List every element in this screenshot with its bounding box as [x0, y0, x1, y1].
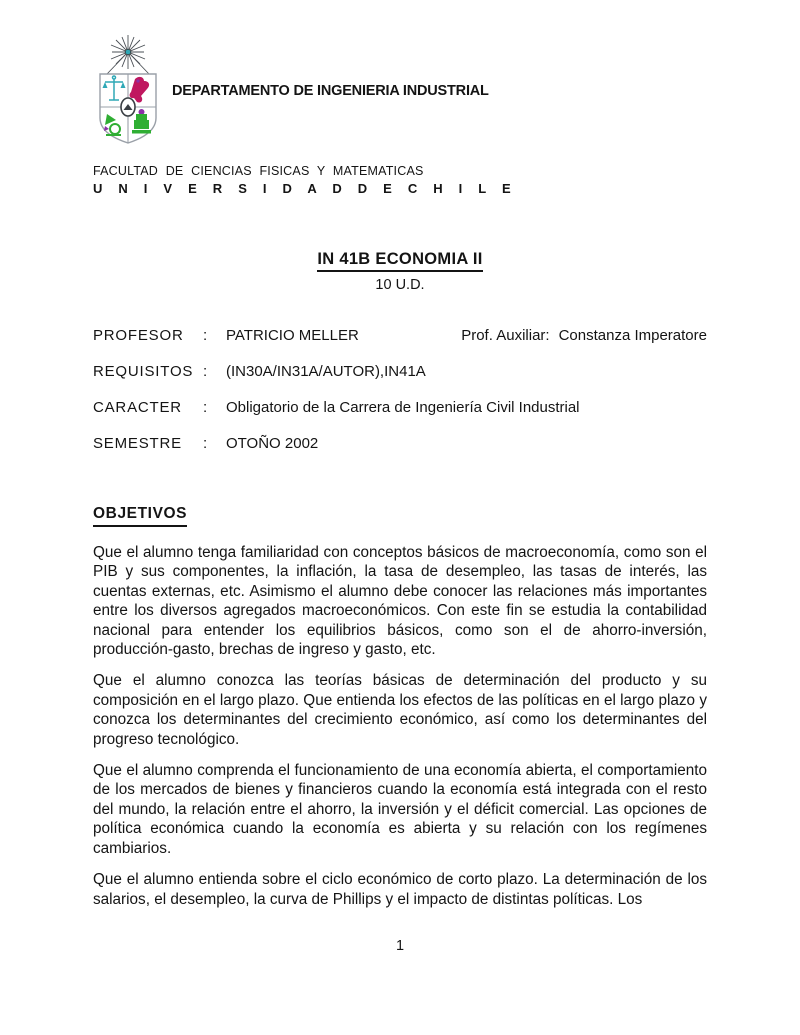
university-line: U N I V E R S I D A D D E C H I L E	[93, 181, 514, 196]
course-title: IN 41B ECONOMIA II	[317, 250, 482, 272]
info-value: (IN30A/IN31A/AUTOR),IN41A	[226, 363, 426, 380]
info-label: SEMESTRE	[93, 435, 182, 452]
info-row-requisitos	[93, 362, 707, 381]
info-value: Obligatorio de la Carrera de Ingeniería Civil Industrial	[226, 399, 580, 416]
department-header: DEPARTAMENTO DE INGENIERIA INDUSTRIAL	[172, 83, 489, 99]
info-separator: :	[203, 435, 208, 452]
course-info-section	[93, 326, 707, 470]
objectives-paragraph-4: Que el alumno entienda sobre el ciclo económico de corto plazo. La determinación de los salarios, el desempleo, la curva de Phillips y el impacto de distintas políticas. Los	[93, 871, 707, 908]
objectives-paragraph-3: Que el alumno comprenda el funcionamiento de una economía abierta, el comportamiento de los mercados de bienes y financieros cuando la economía está integrada con el resto del mundo, la relación entre el ahorro, la inversión y el déficit comercial. Las opciones de política económica cuando la economía es abierta y su relación con los regímenes cambiarios.	[93, 762, 707, 857]
course-credits: 10 U.D.	[375, 277, 425, 293]
info-separator: :	[203, 363, 208, 380]
info-row-caracter	[93, 398, 707, 417]
aux-value: Constanza Imperatore	[558, 327, 707, 344]
info-separator: :	[203, 327, 208, 344]
info-row-profesor	[93, 326, 707, 345]
info-value: OTOÑO 2002	[226, 435, 319, 452]
objectives-body	[93, 543, 707, 921]
info-label: CARACTER	[93, 399, 182, 416]
aux-professor	[461, 326, 707, 345]
university-crest-logo	[82, 34, 174, 161]
objectives-paragraph-2: Que el alumno conozca las teorías básicas de determinación del producto y su composición en el largo plazo. Que entienda los efectos de las políticas en el largo plazo y conozca los determinantes del crecimiento económico, así como los determinantes del progreso tecnológico.	[93, 672, 707, 748]
info-value: PATRICIO MELLER	[226, 327, 359, 344]
objectives-paragraph-1: Que el alumno tenga familiaridad con conceptos básicos de macroeconomía, como son el PIB y sus componentes, la inflación, la tasa de desempleo, las tasas de interés, las cuentas externas, etc. Asimismo el alumno debe conocer las relaciones más importantes entre los diversos agregados macroeconómicos. Con este fin se estudia la contabilidad nacional para entender los equilibrios básicos, como son el de ahorro-inversión, producción-gasto, brechas de ingreso y gasto, etc.	[93, 544, 707, 659]
aux-label: Prof. Auxiliar:	[461, 327, 550, 344]
page-number: 1	[395, 938, 405, 954]
info-row-semestre	[93, 434, 707, 453]
info-label: PROFESOR	[93, 327, 184, 344]
faculty-line: FACULTAD DE CIENCIAS FISICAS Y MATEMATICAS	[93, 164, 424, 178]
title-block	[0, 250, 800, 293]
faculty-block	[93, 164, 514, 196]
universidad-de-chile-crest-icon	[82, 34, 174, 156]
info-separator: :	[203, 399, 208, 416]
info-label: REQUISITOS	[93, 363, 194, 380]
starburst-center	[125, 49, 131, 55]
section-heading-objetivos: OBJETIVOS	[93, 505, 187, 527]
